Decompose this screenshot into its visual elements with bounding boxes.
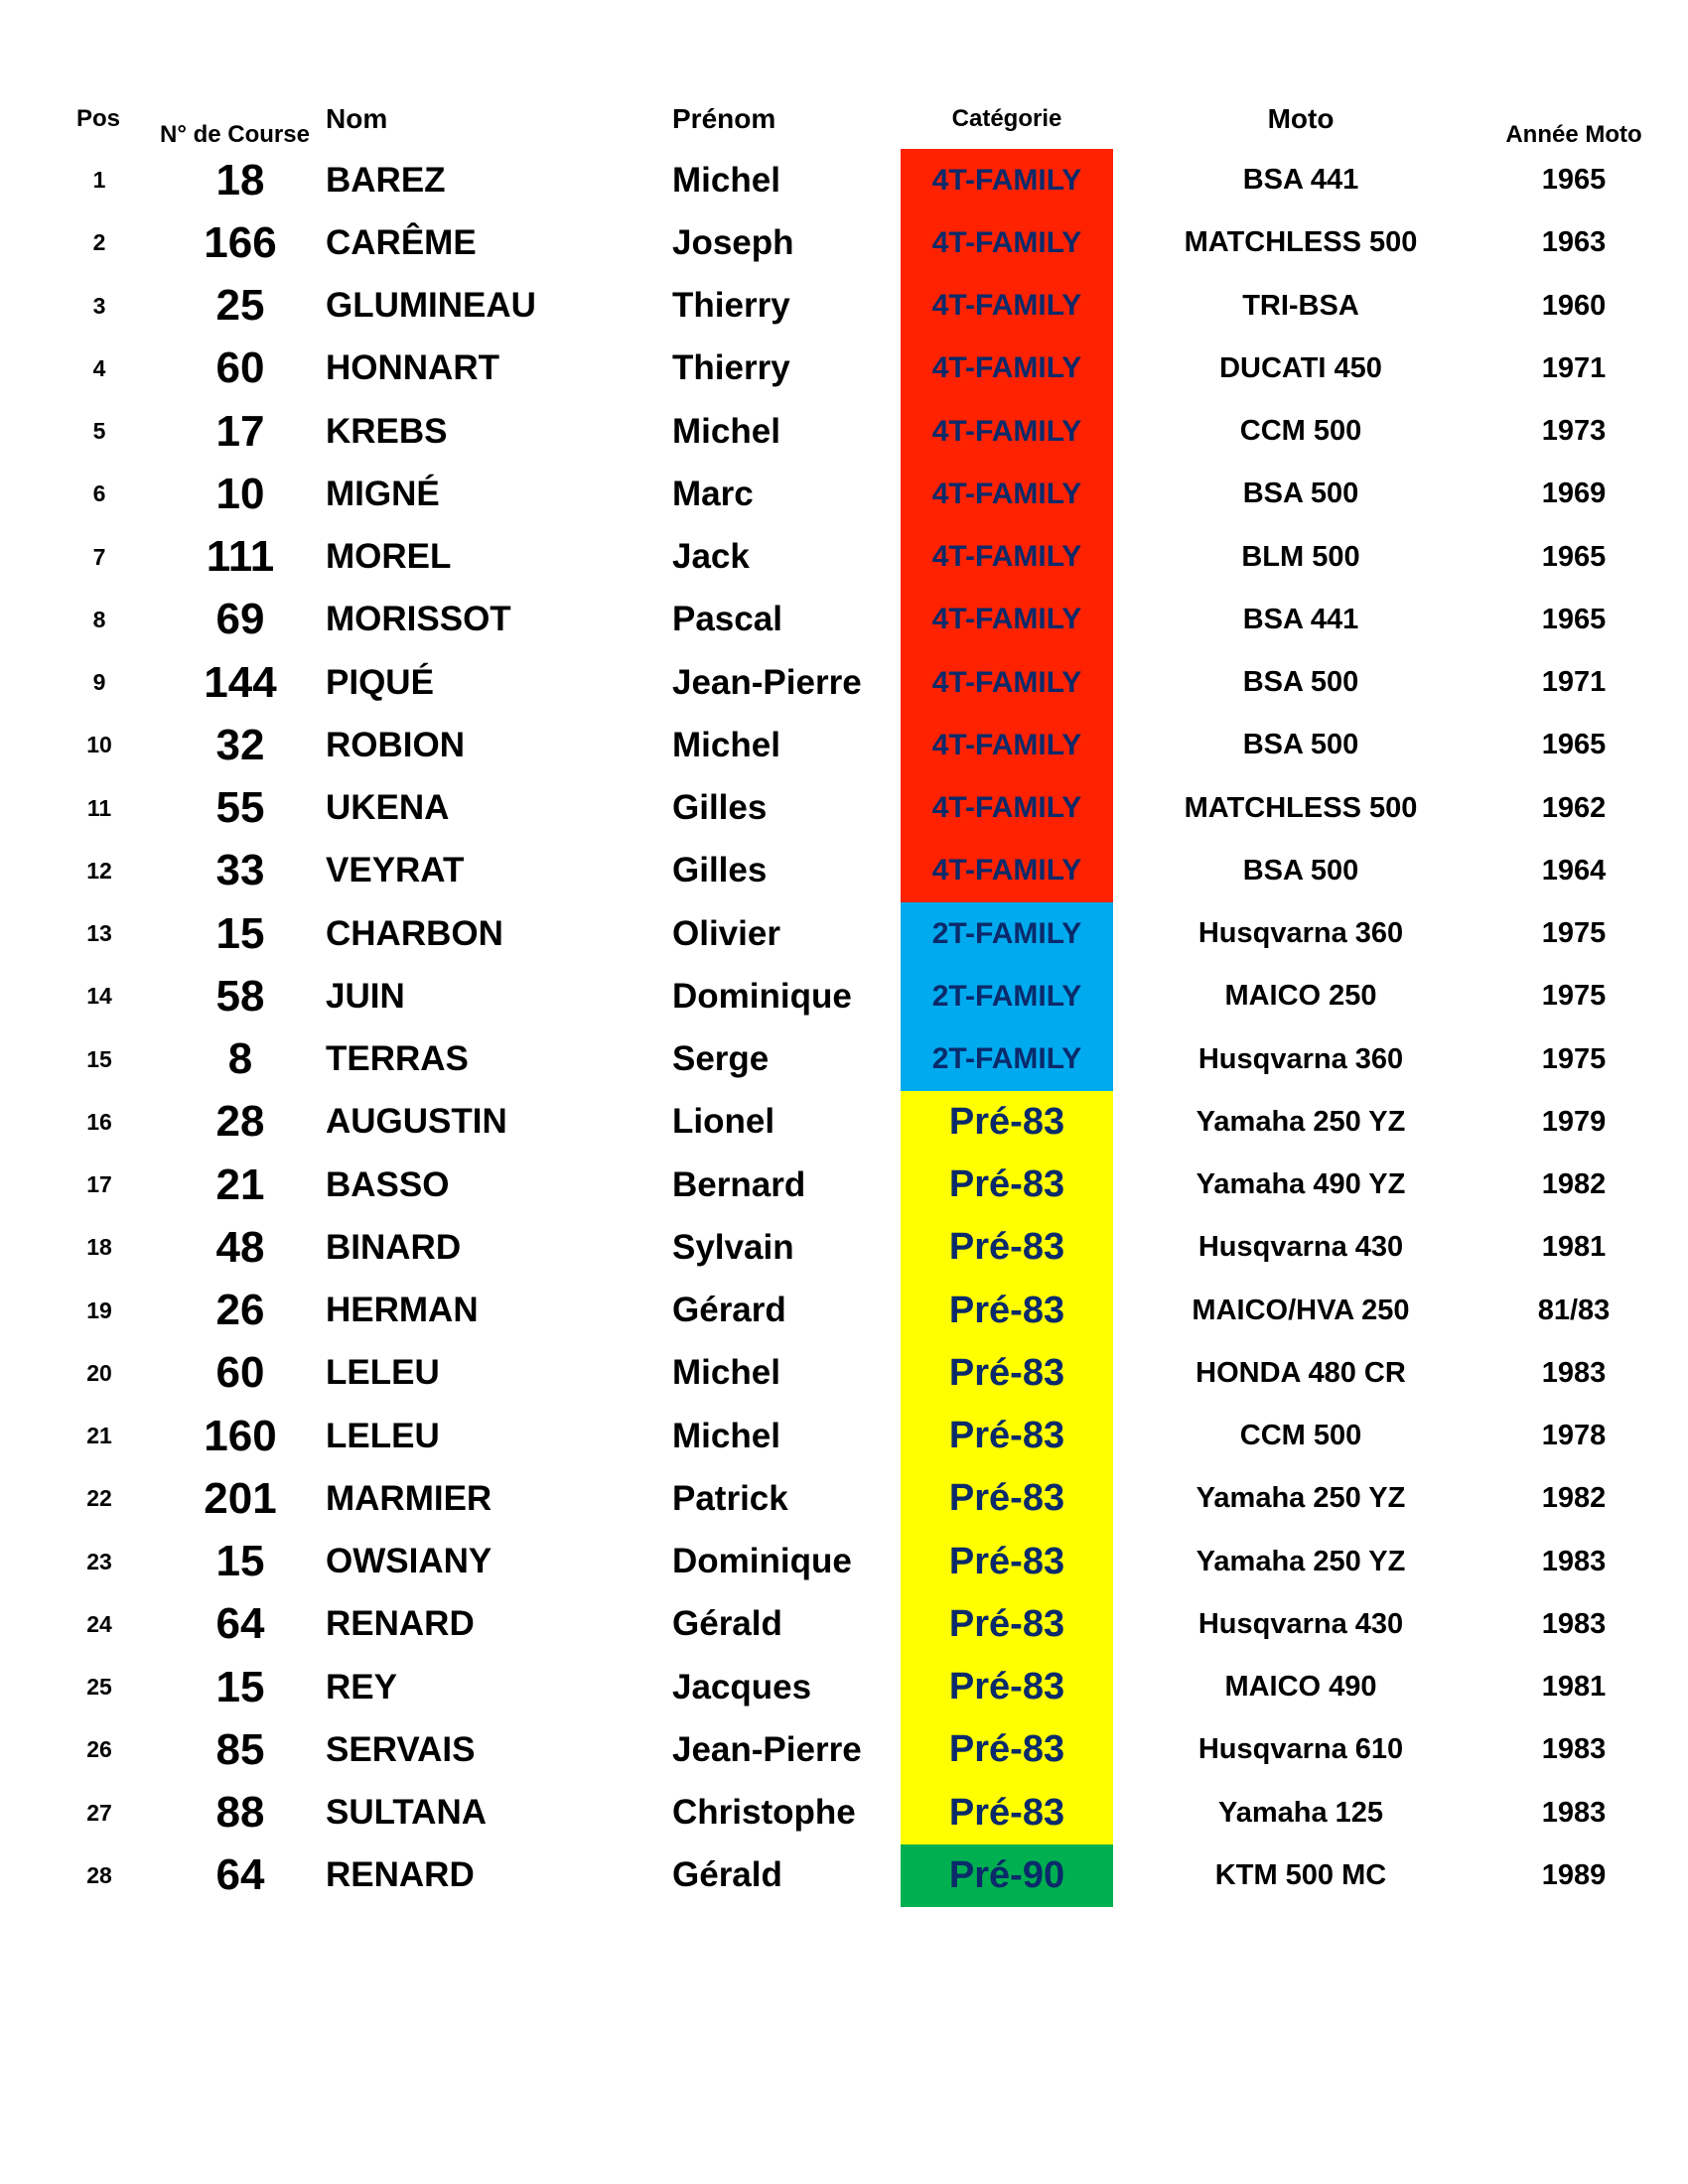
table-row [0, 1782, 1688, 1844]
race-number: 85 [215, 1724, 265, 1774]
category-badge: Pré-83 [901, 1531, 1113, 1593]
rider-firstname: Michel [672, 160, 780, 200]
motorcycle-year: 1964 [1541, 854, 1607, 887]
header-pos: Pos [76, 105, 121, 132]
race-number: 15 [215, 1537, 265, 1586]
race-number: 28 [215, 1097, 265, 1147]
rider-firstname: Michel [672, 725, 780, 764]
motorcycle: BSA 500 [1242, 854, 1359, 887]
rider-firstname: Gérald [672, 1855, 782, 1895]
rider-lastname: MOREL [326, 537, 452, 577]
motorcycle: Husqvarna 360 [1197, 1042, 1404, 1075]
row-pos: 6 [92, 480, 106, 507]
rider-lastname: BAREZ [326, 160, 446, 200]
category-badge: 4T-FAMILY [901, 589, 1113, 651]
motorcycle-year: 1975 [1541, 1042, 1607, 1075]
table-row [0, 400, 1688, 463]
motorcycle: MAICO 250 [1224, 980, 1377, 1013]
motorcycle: Husqvarna 430 [1197, 1231, 1404, 1264]
rider-lastname: PIQUÉ [326, 662, 434, 702]
motorcycle-year: 1975 [1541, 917, 1607, 950]
row-pos: 19 [86, 1297, 112, 1323]
table-row [0, 149, 1688, 211]
motorcycle-year: 1983 [1541, 1733, 1607, 1766]
rider-lastname: HONNART [326, 348, 499, 388]
table-row [0, 1656, 1688, 1718]
rider-firstname: Gérard [672, 1291, 786, 1330]
table-row [0, 840, 1688, 902]
rider-lastname: BINARD [326, 1227, 462, 1267]
race-number: 26 [215, 1286, 265, 1335]
race-number: 10 [215, 469, 265, 518]
category-badge: 4T-FAMILY [901, 526, 1113, 589]
race-number: 201 [204, 1473, 277, 1523]
motorcycle: DUCATI 450 [1219, 351, 1382, 384]
rider-lastname: OWSIANY [326, 1542, 492, 1581]
rider-firstname: Michel [672, 1353, 780, 1393]
rider-firstname: Christophe [672, 1793, 856, 1833]
motorcycle: MATCHLESS 500 [1184, 226, 1418, 259]
rider-lastname: BASSO [326, 1164, 450, 1204]
motorcycle: CCM 500 [1239, 415, 1362, 448]
header-nom: Nom [326, 103, 388, 134]
row-pos: 2 [92, 229, 106, 256]
table-row [0, 1405, 1688, 1467]
rider-lastname: REY [326, 1667, 397, 1706]
rider-firstname: Olivier [672, 913, 780, 953]
category-badge: 4T-FAMILY [901, 777, 1113, 840]
rider-lastname: HERMAN [326, 1291, 479, 1330]
rider-firstname: Serge [672, 1039, 770, 1079]
rider-lastname: UKENA [326, 788, 450, 828]
rider-firstname: Lionel [672, 1102, 775, 1142]
row-pos: 28 [86, 1861, 112, 1888]
category-badge: 4T-FAMILY [901, 149, 1113, 211]
rider-lastname: GLUMINEAU [326, 286, 536, 326]
motorcycle-year: 1989 [1541, 1858, 1607, 1891]
table-row [0, 1531, 1688, 1593]
rider-firstname: Jean-Pierre [672, 1729, 862, 1769]
row-pos: 14 [86, 983, 112, 1010]
motorcycle-year: 1965 [1541, 729, 1607, 761]
motorcycle: BSA 500 [1242, 478, 1359, 510]
category-badge: Pré-83 [901, 1091, 1113, 1154]
table-row [0, 1216, 1688, 1279]
motorcycle: MATCHLESS 500 [1184, 791, 1418, 824]
category-badge: Pré-83 [901, 1154, 1113, 1216]
row-pos: 24 [86, 1610, 112, 1637]
table-row [0, 1844, 1688, 1907]
table-row [0, 1028, 1688, 1091]
category-badge: 4T-FAMILY [901, 840, 1113, 902]
row-pos: 25 [86, 1674, 112, 1701]
category-badge: 2T-FAMILY [901, 902, 1113, 965]
motorcycle: HONDA 480 CR [1196, 1356, 1406, 1389]
rider-lastname: VEYRAT [326, 851, 465, 890]
table-row [0, 1154, 1688, 1216]
motorcycle: Yamaha 250 YZ [1196, 1105, 1406, 1138]
rider-firstname: Bernard [672, 1164, 806, 1204]
motorcycle-year: 1983 [1541, 1356, 1607, 1389]
motorcycle-year: 1965 [1541, 540, 1607, 573]
rider-lastname: SERVAIS [326, 1729, 476, 1769]
rider-lastname: AUGUSTIN [326, 1102, 507, 1142]
category-badge: Pré-83 [901, 1216, 1113, 1279]
row-pos: 11 [86, 794, 112, 821]
motorcycle: BSA 500 [1242, 729, 1359, 761]
category-badge: 4T-FAMILY [901, 714, 1113, 776]
row-pos: 13 [86, 920, 112, 947]
rider-firstname: Michel [672, 411, 780, 451]
row-pos: 21 [86, 1423, 112, 1449]
category-badge: 4T-FAMILY [901, 275, 1113, 338]
rider-firstname: Gilles [672, 788, 768, 828]
rider-lastname: MARMIER [326, 1478, 492, 1518]
rider-firstname: Thierry [672, 348, 790, 388]
motorcycle-year: 1983 [1541, 1796, 1607, 1829]
race-number: 166 [204, 217, 277, 267]
race-number: 17 [215, 406, 265, 456]
motorcycle-year: 1983 [1541, 1607, 1607, 1640]
rider-lastname: MORISSOT [326, 600, 511, 639]
motorcycle: BLM 500 [1241, 540, 1360, 573]
motorcycle-year: 1960 [1541, 289, 1607, 322]
motorcycle: CCM 500 [1239, 1420, 1362, 1452]
race-number: 64 [215, 1850, 265, 1900]
table-row [0, 1467, 1688, 1530]
table-row [0, 965, 1688, 1027]
motorcycle: Yamaha 490 YZ [1196, 1168, 1406, 1201]
rider-lastname: TERRAS [326, 1039, 469, 1079]
row-pos: 20 [86, 1359, 112, 1386]
rider-firstname: Patrick [672, 1478, 788, 1518]
category-badge: Pré-83 [901, 1656, 1113, 1718]
table-row [0, 338, 1688, 400]
motorcycle-year: 1965 [1541, 603, 1607, 635]
race-number: 69 [215, 595, 265, 644]
category-badge: Pré-83 [901, 1782, 1113, 1844]
rider-lastname: LELEU [326, 1416, 440, 1455]
motorcycle: TRI-BSA [1242, 289, 1359, 322]
table-row [0, 463, 1688, 525]
table-row [0, 1718, 1688, 1781]
rider-lastname: SULTANA [326, 1793, 488, 1833]
table-row [0, 1280, 1688, 1342]
category-badge: 4T-FAMILY [901, 651, 1113, 714]
category-badge: 2T-FAMILY [901, 1028, 1113, 1091]
motorcycle: Husqvarna 610 [1197, 1733, 1404, 1766]
race-number: 144 [204, 657, 277, 707]
row-pos: 15 [86, 1045, 112, 1072]
motorcycle-year: 1965 [1541, 164, 1607, 197]
motorcycle: Yamaha 250 YZ [1196, 1545, 1406, 1577]
motorcycle: Yamaha 125 [1217, 1796, 1384, 1829]
category-badge: Pré-83 [901, 1280, 1113, 1342]
header-annee: Année Moto [1505, 121, 1642, 148]
row-pos: 26 [86, 1736, 112, 1763]
motorcycle-year: 1975 [1541, 980, 1607, 1013]
rider-firstname: Jacques [672, 1667, 812, 1706]
table-row [0, 714, 1688, 776]
motorcycle-year: 1981 [1541, 1231, 1607, 1264]
rider-lastname: CHARBON [326, 913, 503, 953]
row-pos: 10 [86, 732, 112, 758]
rider-firstname: Thierry [672, 286, 790, 326]
motorcycle: BSA 500 [1242, 666, 1359, 699]
row-pos: 12 [86, 857, 112, 884]
race-number: 8 [227, 1034, 253, 1084]
motorcycle-year: 1978 [1541, 1420, 1607, 1452]
header-moto: Moto [1267, 103, 1335, 134]
race-number: 60 [215, 1348, 265, 1398]
row-pos: 27 [86, 1799, 112, 1826]
row-pos: 22 [86, 1485, 112, 1512]
race-number: 18 [215, 155, 265, 205]
rider-firstname: Michel [672, 1416, 780, 1455]
race-number: 160 [204, 1411, 277, 1460]
motorcycle-year: 1971 [1541, 666, 1607, 699]
race-number: 60 [215, 343, 265, 393]
category-badge: 4T-FAMILY [901, 463, 1113, 525]
motorcycle-year: 81/83 [1537, 1294, 1611, 1326]
race-number: 58 [215, 971, 265, 1021]
rider-lastname: RENARD [326, 1855, 475, 1895]
table-row [0, 275, 1688, 338]
row-pos: 18 [86, 1234, 112, 1261]
row-pos: 8 [92, 606, 106, 632]
category-badge: Pré-83 [901, 1405, 1113, 1467]
rider-firstname: Jack [672, 537, 750, 577]
rider-firstname: Gilles [672, 851, 768, 890]
table-row [0, 1593, 1688, 1656]
category-badge: Pré-83 [901, 1593, 1113, 1656]
category-badge: Pré-83 [901, 1467, 1113, 1530]
motorcycle-year: 1971 [1541, 351, 1607, 384]
row-pos: 23 [86, 1548, 112, 1574]
row-pos: 9 [92, 669, 106, 696]
rider-lastname: MIGNÉ [326, 474, 440, 513]
category-badge: Pré-90 [901, 1844, 1113, 1907]
category-badge: 2T-FAMILY [901, 965, 1113, 1027]
table-row [0, 1091, 1688, 1154]
motorcycle-year: 1962 [1541, 791, 1607, 824]
rider-firstname: Sylvain [672, 1227, 794, 1267]
table-row [0, 777, 1688, 840]
table-row [0, 651, 1688, 714]
rider-firstname: Dominique [672, 976, 852, 1016]
table-row [0, 211, 1688, 274]
results-table [0, 149, 1688, 1907]
header-categorie: Catégorie [951, 105, 1062, 132]
table-row [0, 902, 1688, 965]
category-badge: 4T-FAMILY [901, 211, 1113, 274]
motorcycle-year: 1969 [1541, 478, 1607, 510]
motorcycle: Husqvarna 360 [1197, 917, 1404, 950]
race-number: 15 [215, 908, 265, 958]
rider-firstname: Jean-Pierre [672, 662, 862, 702]
motorcycle-year: 1981 [1541, 1671, 1607, 1704]
motorcycle: BSA 441 [1242, 164, 1359, 197]
category-badge: Pré-83 [901, 1718, 1113, 1781]
category-badge: Pré-83 [901, 1342, 1113, 1405]
table-row [0, 526, 1688, 589]
header-num: N° de Course [160, 121, 310, 148]
race-number: 33 [215, 846, 265, 895]
row-pos: 7 [92, 543, 106, 570]
rider-lastname: LELEU [326, 1353, 440, 1393]
motorcycle-year: 1983 [1541, 1545, 1607, 1577]
rider-lastname: ROBION [326, 725, 465, 764]
motorcycle-year: 1982 [1541, 1168, 1607, 1201]
header-prenom: Prénom [672, 103, 776, 134]
category-badge: 4T-FAMILY [901, 338, 1113, 400]
race-number: 15 [215, 1662, 265, 1711]
row-pos: 5 [92, 418, 106, 445]
motorcycle-year: 1979 [1541, 1105, 1607, 1138]
motorcycle: MAICO/HVA 250 [1192, 1294, 1410, 1326]
race-number: 64 [215, 1599, 265, 1649]
race-number: 21 [215, 1160, 265, 1209]
category-badge: 4T-FAMILY [901, 400, 1113, 463]
race-number: 88 [215, 1788, 265, 1838]
rider-lastname: CARÊME [326, 222, 477, 262]
row-pos: 17 [86, 1171, 112, 1198]
rider-firstname: Dominique [672, 1542, 852, 1581]
table-row [0, 589, 1688, 651]
rider-firstname: Gérald [672, 1604, 782, 1644]
motorcycle: Yamaha 250 YZ [1196, 1482, 1406, 1515]
rider-lastname: JUIN [326, 976, 405, 1016]
race-number: 48 [215, 1222, 265, 1272]
race-number: 32 [215, 720, 265, 769]
motorcycle: BSA 441 [1242, 603, 1359, 635]
row-pos: 16 [86, 1108, 112, 1135]
rider-firstname: Marc [672, 474, 754, 513]
rider-firstname: Pascal [672, 600, 782, 639]
table-row [0, 1342, 1688, 1405]
motorcycle: MAICO 490 [1224, 1671, 1377, 1704]
race-number: 25 [215, 281, 265, 331]
rider-lastname: KREBS [326, 411, 448, 451]
race-number: 55 [215, 783, 265, 833]
row-pos: 3 [92, 292, 106, 319]
motorcycle: Husqvarna 430 [1197, 1607, 1404, 1640]
rider-lastname: RENARD [326, 1604, 475, 1644]
motorcycle-year: 1973 [1541, 415, 1607, 448]
motorcycle-year: 1963 [1541, 226, 1607, 259]
motorcycle-year: 1982 [1541, 1482, 1607, 1515]
row-pos: 4 [92, 354, 106, 381]
row-pos: 1 [92, 167, 106, 194]
motorcycle: KTM 500 MC [1214, 1858, 1387, 1891]
race-number: 111 [206, 532, 275, 582]
rider-firstname: Joseph [672, 222, 794, 262]
